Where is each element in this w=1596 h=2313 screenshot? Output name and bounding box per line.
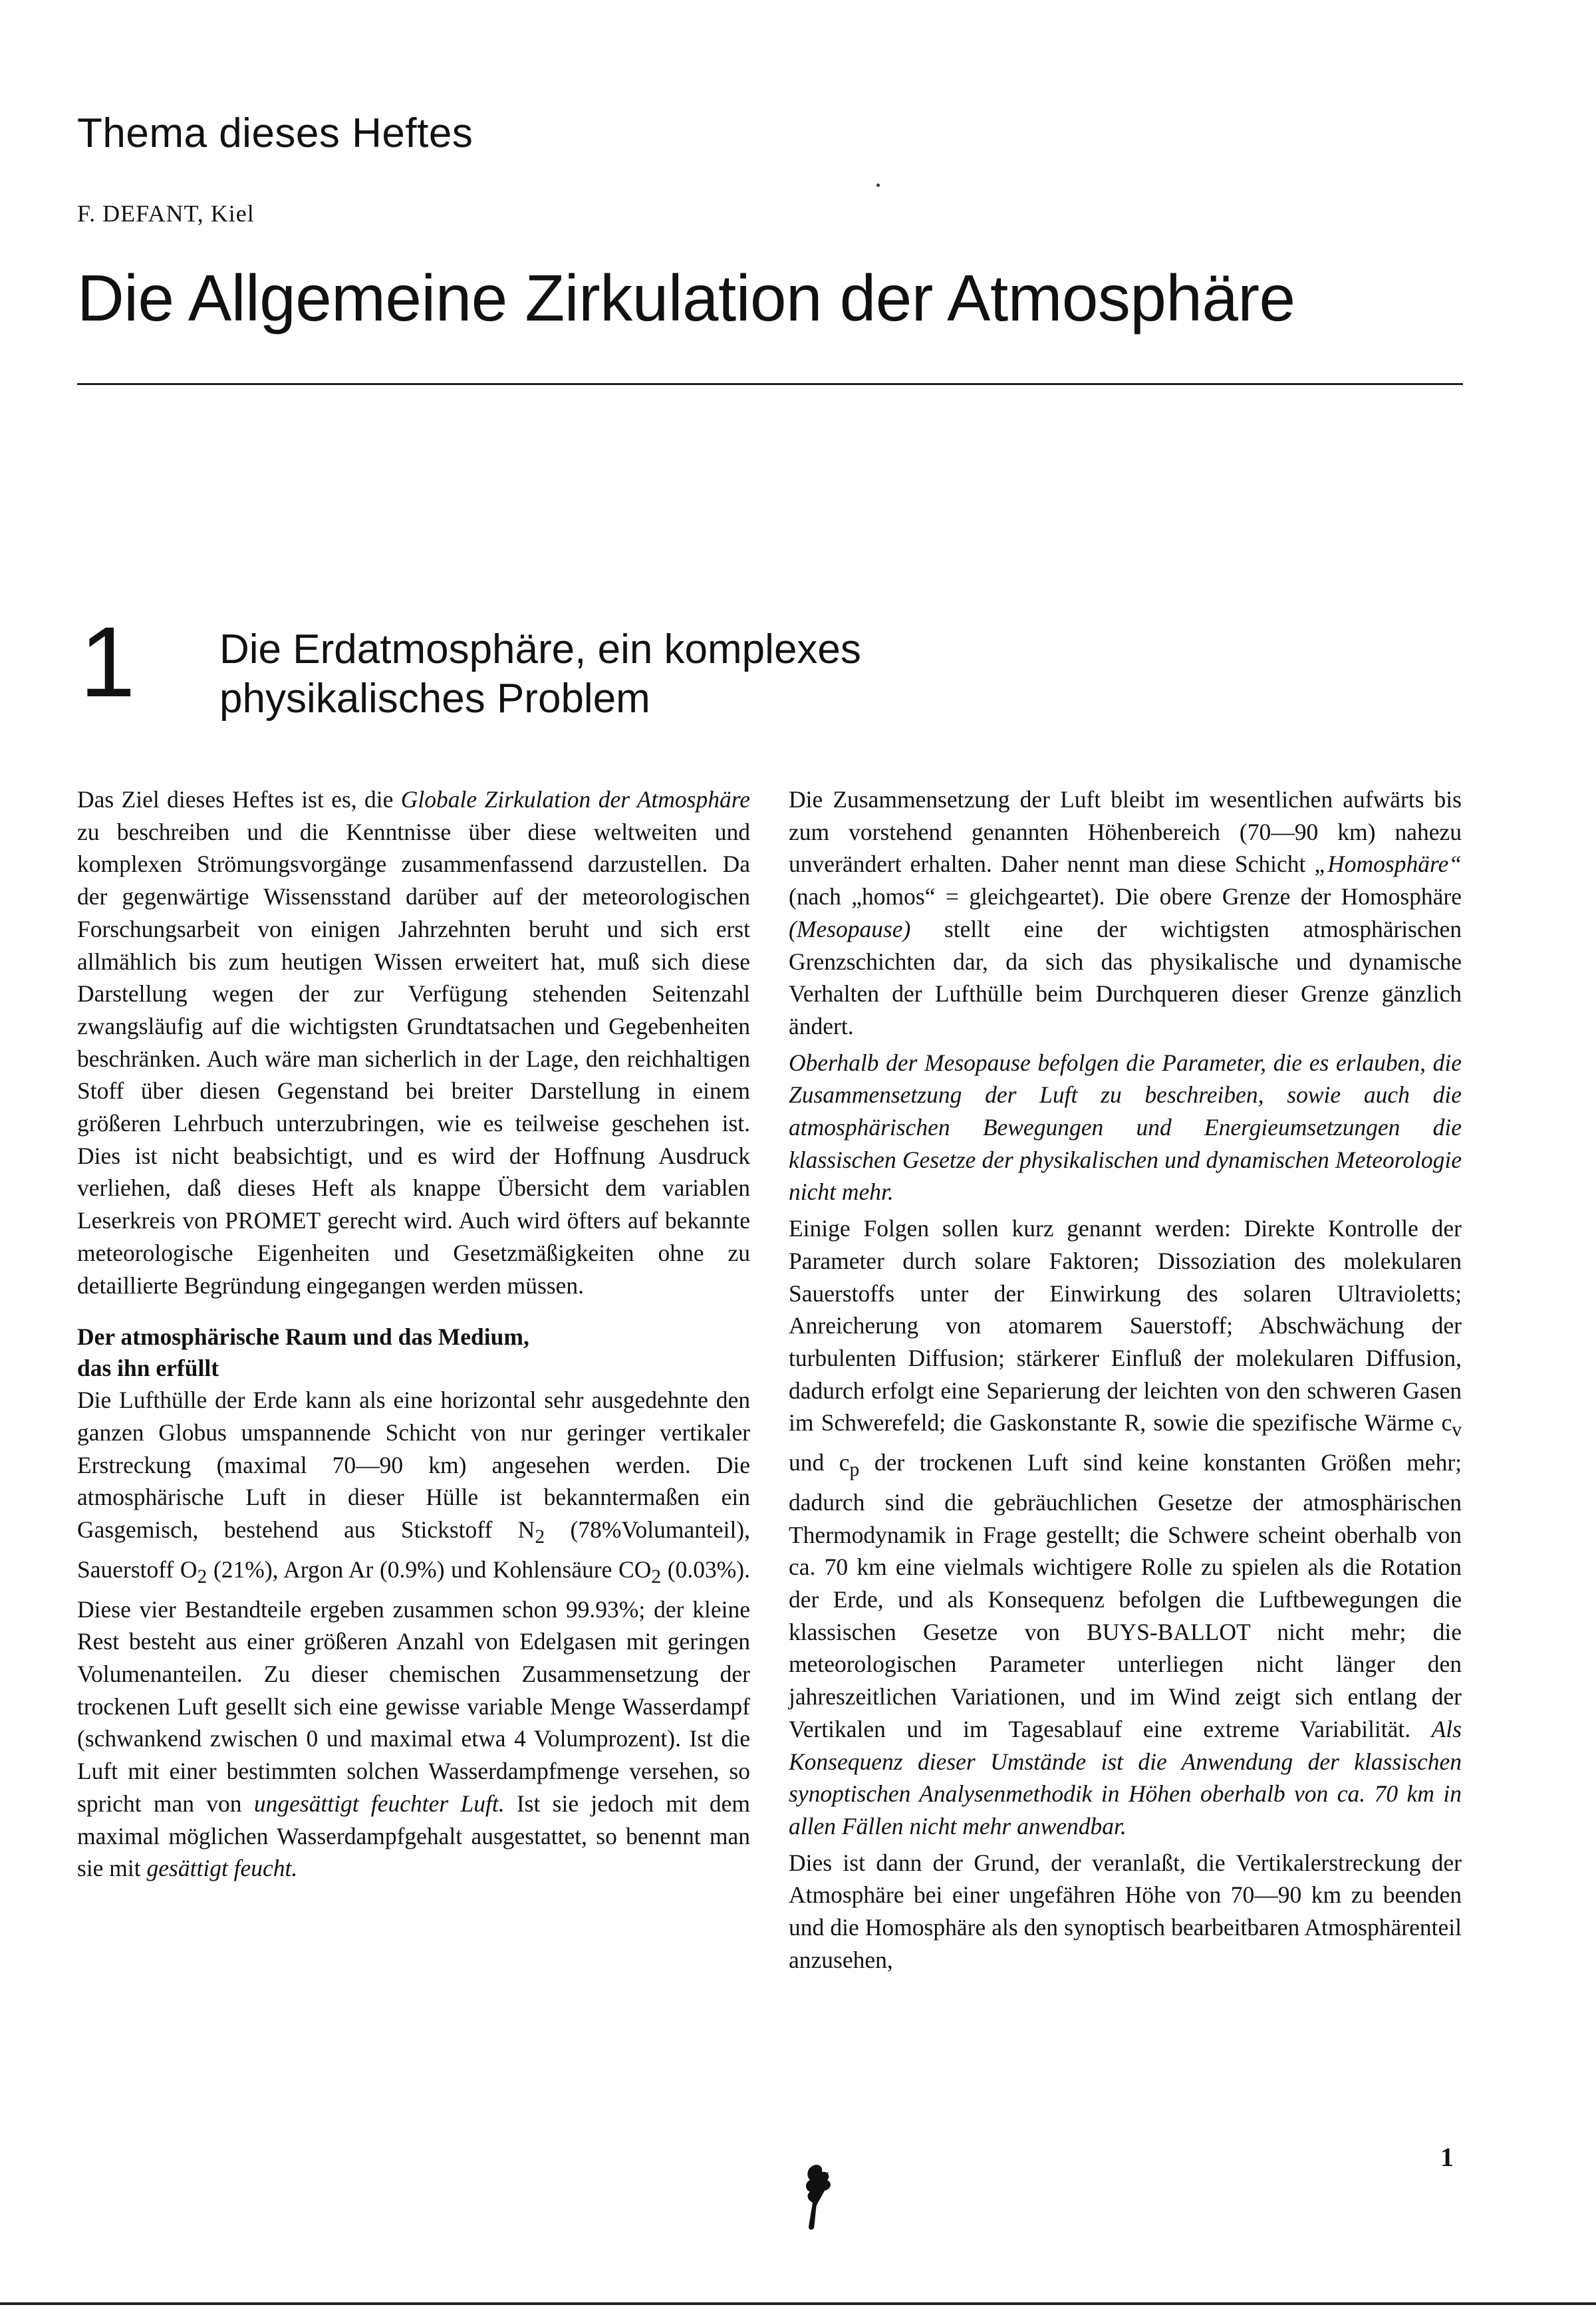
composition-paragraph: Die Lufthülle der Erde kann als eine horizontal sehr ausgedehnte den ganzen Globus umspannende Schicht von nur geringer vertikaler Erstreckung (maximal 70—90 km) angesehen werden. Die atmosphärische Luft in dieser Hülle ist bekanntermaßen ein Gasgemisch, bestehend aus Stickstoff $N_2$ (78%Volumanteil), Sauerstoff $O_2$ (21%), Argon Ar (0.9%) und Kohlensäure $CO_2$ (0.03%). Diese vier Bestandteile ergeben zusammen schon 99.93%; der kleine Rest besteht aus einer größeren Anzahl von Edelgasen mit geringen Volumenanteilen. Zu dieser chemischen Zusammensetzung der trockenen Luft gesellt sich eine gewisse variable Menge Wasserdampf (schwankend zwischen 0 und maximal etwa 4 Volumprozent). Ist die Luft mit einer bestimmten solchen Wasserdampfmenge versehen, so spricht man von ungesättigt feuchter Luft. Ist sie jedoch mit dem maximal möglichen Wasserdampfgehalt ausgestattet, so benennt man sie mit gesättigt feucht.: [77, 1387, 751, 1882]
title-rule: [77, 383, 1463, 385]
print-speck: [876, 184, 880, 187]
author: F. DEFANT, Kiel: [77, 200, 255, 227]
page-number: 1: [1440, 2142, 1454, 2172]
left-column: [77, 783, 750, 1889]
article-title: Die Allgemeine Zirkulation der Atmosphäre: [77, 261, 1295, 335]
consequences-paragraph: Einige Folgen sollen kurz genannt werden: Direkte Kontrolle der Parameter durch solare Faktoren; Dissoziation des molekularen Sauerstoffs unter der Einwirkung des solaren Ultravioletts; Anreicherung von atomarem Sauerstoff; Abschwächung der turbulenten Diffusion; stärkerer Einfluß der molekularen Diffusion, dadurch erfolgt eine Separierung der leichten von den schweren Gasen im Schwerefeld; die Gaskonstante R, sowie die spezifische Wärme $c_v$ und $c_p$ der trockenen Luft sind keine konstanten Größen mehr; dadurch sind die gebräuchlichen Gesetze der atmosphärischen Thermodynamik in Frage gestellt; die Schwere scheint oberhalb von ca. 70 km eine vielmals wichtigere Rolle zu spielen als die Rotation der Erde, und als Konsequenz befolgen die Luftbewegungen die klassischen Gesetze von BUYS-BALLOT nicht mehr; die meteorologischen Parameter unterliegen nicht länger den jahreszeitlichen Variationen, und im Wind zeigt sich entlang der Vertikalen und im Tagesablauf eine extreme Variabilität. Als Konsequenz dieser Umstände ist die Anwendung der klassischen synoptischen Analysenmethodik in Höhen oberhalb von ca. 70 km in allen Fällen nicht mehr anwendbar.: [789, 1215, 1462, 1839]
right-column: [789, 783, 1462, 1980]
mesopause-paragraph: Oberhalb der Mesopause befolgen die Parameter, die es erlauben, die Zusammensetzung der Luft zu beschreiben, sowie auch die atmosphärischen Bewegungen und Energieumsetzungen die klassischen Gesetze der physikalischen und dynamischen Meteorologie nicht mehr.: [789, 1049, 1462, 1206]
conclusion-paragraph: Dies ist dann der Grund, der veranlaßt, die Vertikalerstreckung der Atmosphäre bei einer ungefähren Höhe von 70—90 km zu beenden und die Homosphäre als den synoptisch bearbeitbaren Atmosphärenteil anzusehen,: [789, 1849, 1462, 1973]
section-title-line-1: Die Erdatmosphäre, ein komplexes: [219, 626, 861, 672]
series-title: Thema dieses Heftes: [77, 110, 473, 156]
subsection-heading: Der atmosphärische Raum und das Medium, das ihn erfüllt: [77, 1323, 529, 1382]
section-title: [219, 625, 861, 724]
intro-paragraph: Das Ziel dieses Heftes ist es, die Globale Zirkulation der Atmosphäre zu beschreiben und die Kenntnisse über diese weltweiten und komplexen Strömungsvorgänge zusammenfassend darzustellen. Da der gegenwärtige Wissensstand darüber auf der meteorologischen Forschungsarbeit von einigen Jahrzehnten beruht und sich erst allmählich bis zum heutigen Wissen erweitert hat, muß sich diese Darstellung wegen der zur Verfügung stehenden Seitenzahl zwangsläufig auf die wichtigsten Grundtatsachen und Gegebenheiten beschränken. Auch wäre man sicherlich in der Lage, den reichhaltigen Stoff über diesen Gegenstand bei breiter Darstellung in einem größeren Lehrbuch unterzubringen, wie es teilweise geschehen ist. Dies ist nicht beabsichtigt, und es wird der Hoffnung Ausdruck verliehen, daß dieses Heft als knappe Übersicht dem variablen Leserkreis von PROMET gerecht wird. Auch wird öfters auf bekannte meteorologische Eigenheiten und Gesetzmäßigkeiten ohne zu detaillierte Begründung eingegangen werden müssen.: [77, 786, 751, 1299]
section-number: 1: [80, 606, 136, 718]
homosphere-paragraph: Die Zusammensetzung der Luft bleibt im wesentlichen aufwärts bis zum vorstehend genannten Höhenbereich (70—90 km) nahezu unverändert erhalten. Daher nennt man diese Schicht „Homosphäre“ (nach „homos“ = gleichgeartet). Die obere Grenze der Homosphäre (Mesopause) stellt eine der wichtigsten atmosphärischen Grenzschichten dar, da sich das physikalische und dynamische Verhalten der Lufthülle beim Durchqueren dieser Grenze gänzlich ändert.: [789, 786, 1462, 1039]
bottom-rule: [0, 2302, 1596, 2305]
publisher-logo-icon: [793, 2161, 846, 2235]
section-title-line-2: physikalisches Problem: [219, 676, 650, 722]
